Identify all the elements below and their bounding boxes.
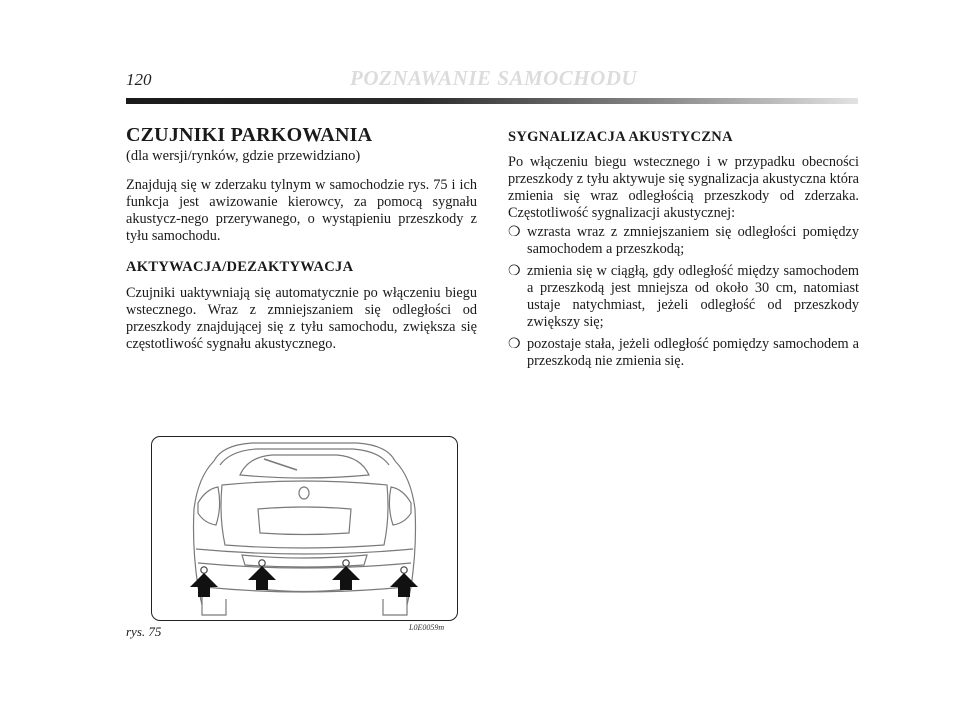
list-item bbox=[508, 263, 859, 331]
page-number: 120 bbox=[126, 70, 152, 89]
intro-paragraph: Znajdują się w zderzaku tylnym w samochodzie rys. 75 i ich funkcja jest awizowanie kierowcy, za pomocą sygnału akustycz-nego przerywanego, o wystąpieniu przeszkody z tyłu samochodu. bbox=[126, 177, 477, 244]
list-item-text: pozostaje stała, jeżeli odległość pomiędzy samochodem a przeszkodą nie zmienia się. bbox=[527, 336, 859, 369]
sensor-1-icon bbox=[201, 567, 207, 573]
figure-caption: rys. 75 bbox=[126, 624, 162, 639]
sensor-4-icon bbox=[401, 567, 407, 573]
list-item-text: wzrasta wraz z zmniejszaniem się odległości pomiędzy samochodem a przeszkodą; bbox=[527, 224, 859, 257]
bullet-icon: ❍ bbox=[508, 264, 521, 279]
header-rule bbox=[126, 98, 858, 104]
running-header: POZNAWANIE SAMOCHODU bbox=[350, 66, 638, 90]
section-title: CZUJNIKI PARKOWANIA bbox=[126, 124, 373, 146]
car-rear-illustration bbox=[152, 437, 457, 620]
bullet-icon: ❍ bbox=[508, 225, 521, 240]
activation-heading: AKTYWACJA/DEZAKTYWACJA bbox=[126, 259, 354, 275]
arrow-up-icon bbox=[390, 573, 418, 597]
sensor-3-icon bbox=[343, 560, 349, 566]
figure-car-rear bbox=[151, 436, 458, 621]
arrow-up-icon bbox=[248, 566, 276, 590]
arrow-up-icon bbox=[332, 566, 360, 590]
list-item bbox=[508, 224, 859, 258]
frequency-list bbox=[508, 224, 859, 370]
acoustic-paragraph: Po włączeniu biegu wstecznego i w przypadku obecności przeszkody z tyłu aktywuje się sygnalizacja akustyczna która zmienia się wraz odległością przeszkody od zderzaka. Częstotliwość sygnalizacji akustycznej: bbox=[508, 154, 859, 221]
bullet-icon: ❍ bbox=[508, 337, 521, 352]
section-subtitle: (dla wersji/rynków, gdzie przewidziano) bbox=[126, 148, 361, 164]
acoustic-heading: SYGNALIZACJA AKUSTYCZNA bbox=[508, 129, 733, 145]
figure-code: L0E0059m bbox=[409, 623, 445, 632]
left-column bbox=[126, 124, 477, 367]
right-column bbox=[508, 124, 859, 375]
list-item-text: zmienia się w ciągłą, gdy odległość między samochodem a przeszkodą jest mniejsza od około 30 cm, natomiast ustaje natychmiast, jeżeli odległość od przeszkody zwiększy się; bbox=[527, 263, 859, 330]
list-item bbox=[508, 336, 859, 370]
arrow-up-icon bbox=[190, 573, 218, 597]
car-outline bbox=[194, 443, 416, 615]
sensor-2-icon bbox=[259, 560, 265, 566]
activation-paragraph: Czujniki uaktywniają się automatycznie po włączeniu biegu wstecznego. Wraz z zmniejszaniem się odległości od przeszkody znajdującej się z tyłu samochodu, zwiększa się częstotliwość sygnału akustycznego. bbox=[126, 285, 477, 352]
